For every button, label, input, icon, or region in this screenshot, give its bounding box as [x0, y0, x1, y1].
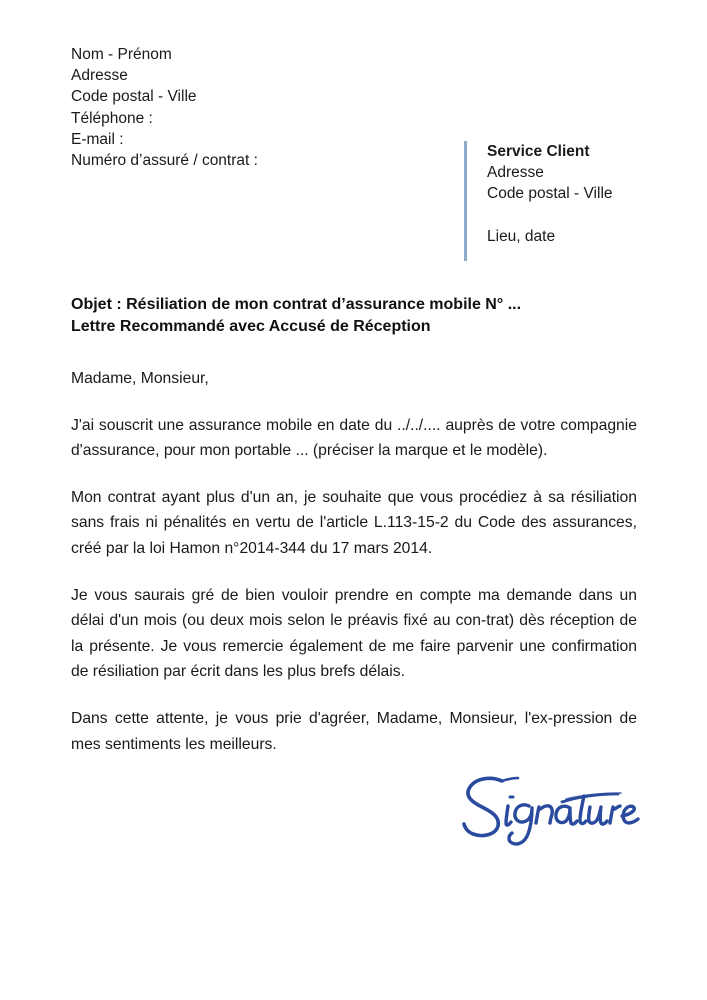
body-paragraph-2: Mon contrat ayant plus d'un an, je souhaite que vous procédiez à sa résiliation sans frais ni pénalités en vertu de l'article L.113-15-2 du Code des assurances, créé par la loi Hamon n°2014-344 du 17 mars 2014. — [71, 488, 637, 557]
recipient-city: Code postal - Ville — [487, 185, 613, 203]
subject-block — [71, 294, 641, 337]
sender-line-email: E-mail : — [71, 130, 124, 148]
body-paragraph-3: Je vous saurais gré de bien vouloir prendre en compte ma demande dans un délai d'un mois (ou deux mois selon le préavis fixé au con-trat) dès réception de la présente. Je vous remercie également de me faire parvenir une confirmation de résiliation par écrit dans les plus brefs délais. — [71, 586, 637, 681]
recipient-address: Adresse — [487, 164, 544, 182]
sender-line-address: Adresse — [71, 67, 128, 85]
place-date-line: Lieu, date — [487, 227, 556, 245]
signature-mark — [458, 772, 643, 848]
sender-line-phone: Téléphone : — [71, 109, 153, 127]
body-salutation: Madame, Monsieur, — [71, 370, 209, 387]
letter-body — [71, 366, 637, 757]
body-paragraph-1: J'ai souscrit une assurance mobile en date du ../../.... auprès de votre compagnie d'assurance, pour mon portable ... (préciser la marque et le modèle). — [71, 416, 637, 460]
recipient-address-block — [464, 141, 684, 247]
subject-line-primary: Objet : Résiliation de mon contrat d’assurance mobile N° ... — [71, 296, 522, 313]
vertical-rule-divider — [464, 141, 467, 261]
subject-line-secondary: Lettre Recommandé avec Accusé de Réception — [71, 317, 431, 335]
sender-line-name: Nom - Prénom — [71, 46, 172, 63]
recipient-spacer — [487, 205, 684, 226]
recipient-name: Service Client — [487, 143, 590, 160]
sender-address-block — [71, 44, 451, 171]
body-paragraph-4: Dans cette attente, je vous prie d'agréer, Madame, Monsieur, l'ex-pression de mes sentiments les meilleurs. — [71, 709, 637, 753]
sender-line-policy-number: Numéro d’assuré / contrat : — [71, 152, 258, 170]
sender-line-city: Code postal - Ville — [71, 88, 197, 106]
